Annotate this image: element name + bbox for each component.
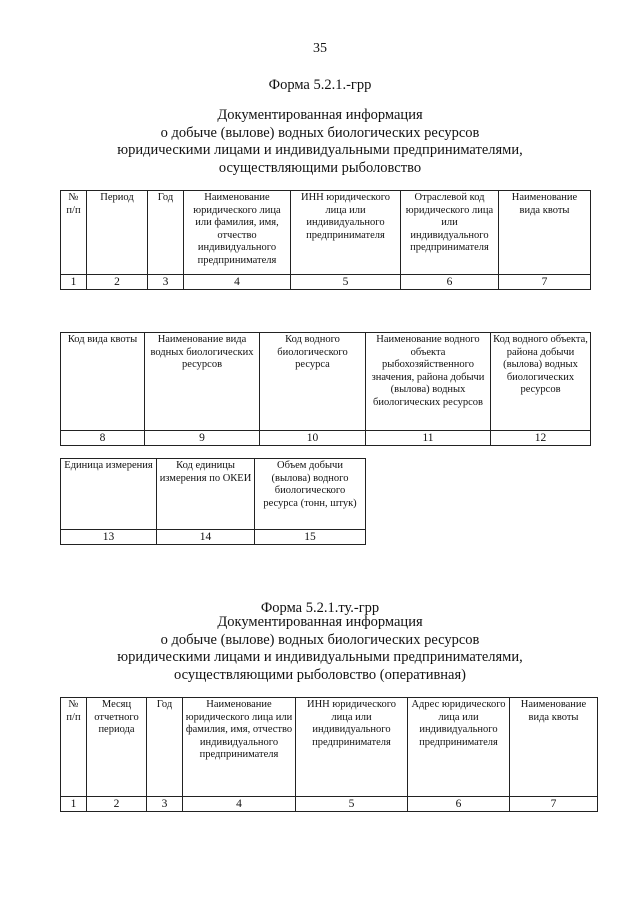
form1-heading [0,107,640,177]
header-cell: Наименование вида квоты [510,698,598,797]
form2-title: Форма 5.2.1.ту.-грр [260,600,380,616]
form1-heading-line-3: юридическими лицами и индивидуальными предпринимателями, [117,142,523,158]
form1-title: Форма 5.2.1.-грр [268,77,372,93]
header-cell: Код водного объекта, района добычи (вылова) водных биологических ресурсов [491,333,591,431]
column-number: 1 [61,797,87,812]
header-cell: Код единицы измерения по ОКЕИ [157,459,255,530]
column-number: 14 [157,530,255,545]
table-number-row [61,530,366,545]
column-number: 9 [145,431,260,446]
header-cell: Наименование вида водных биологических ресурсов [145,333,260,431]
header-cell: Наименование юридического лица или фамилия, имя, отчество индивидуального предпринимателя [184,191,291,275]
header-cell: № п/п [61,191,87,275]
column-number: 2 [87,797,147,812]
header-cell: Единица измерения [61,459,157,530]
header-cell: Период [87,191,148,275]
column-number: 3 [148,275,184,290]
header-cell: ИНН юридического лица или индивидуального предпринимателя [291,191,401,275]
form2-heading-line-2: о добыче (вылове) водных биологических ресурсов [160,631,480,648]
column-number: 4 [183,797,296,812]
column-number: 5 [291,275,401,290]
form1-table2 [60,332,591,446]
column-number: 6 [401,275,499,290]
column-number: 10 [260,431,366,446]
column-number: 6 [408,797,510,812]
form2-heading [0,614,640,684]
form2-table1 [60,697,598,812]
form1-heading-line-1: Документированная информация [217,107,423,123]
form1-table3 [60,458,366,545]
form1-heading-line-2: о добыче (вылове) водных биологических ресурсов [160,124,480,141]
column-number: 3 [147,797,183,812]
table-number-row [61,275,591,290]
table-header-row [61,459,366,530]
column-number: 2 [87,275,148,290]
header-cell: Год [147,698,183,797]
header-cell: Год [148,191,184,275]
header-cell: Месяц отчетного периода [87,698,147,797]
column-number: 4 [184,275,291,290]
header-cell: Код водного биологического ресурса [260,333,366,431]
header-cell: Наименование вида квоты [499,191,591,275]
table-header-row [61,698,598,797]
column-number: 5 [296,797,408,812]
page-number: 35 [313,41,327,56]
table-header-row [61,333,591,431]
column-number: 8 [61,431,145,446]
column-number: 1 [61,275,87,290]
header-cell: Код вида квоты [61,333,145,431]
header-cell: Наименование водного объекта рыбохозяйственного значения, района добычи (вылова) водных биологических ресурсов [366,333,491,431]
table-header-row [61,191,591,275]
header-cell: Объем добычи (вылова) водного биологического ресурса (тонн, штук) [255,459,366,530]
column-number: 11 [366,431,491,446]
header-cell: Адрес юридического лица или индивидуального предпринимателя [408,698,510,797]
column-number: 13 [61,530,157,545]
form2-heading-line-1: Документированная информация [217,614,423,630]
form2-heading-line-3: юридическими лицами и индивидуальными предпринимателями, [117,649,523,665]
column-number: 7 [499,275,591,290]
form1-table1 [60,190,591,290]
form1-heading-line-4: осуществляющими рыболовство [218,159,422,176]
column-number: 12 [491,431,591,446]
form2-heading-line-4: осуществляющими рыболовство (оперативная) [173,666,466,683]
column-number: 7 [510,797,598,812]
column-number: 15 [255,530,366,545]
table-number-row [61,797,598,812]
header-cell: Наименование юридического лица или фамилия, имя, отчество индивидуального предпринимателя [183,698,296,797]
header-cell: ИНН юридического лица или индивидуального предпринимателя [296,698,408,797]
header-cell: № п/п [61,698,87,797]
header-cell: Отраслевой код юридического лица или индивидуального предпринимателя [401,191,499,275]
table-number-row [61,431,591,446]
